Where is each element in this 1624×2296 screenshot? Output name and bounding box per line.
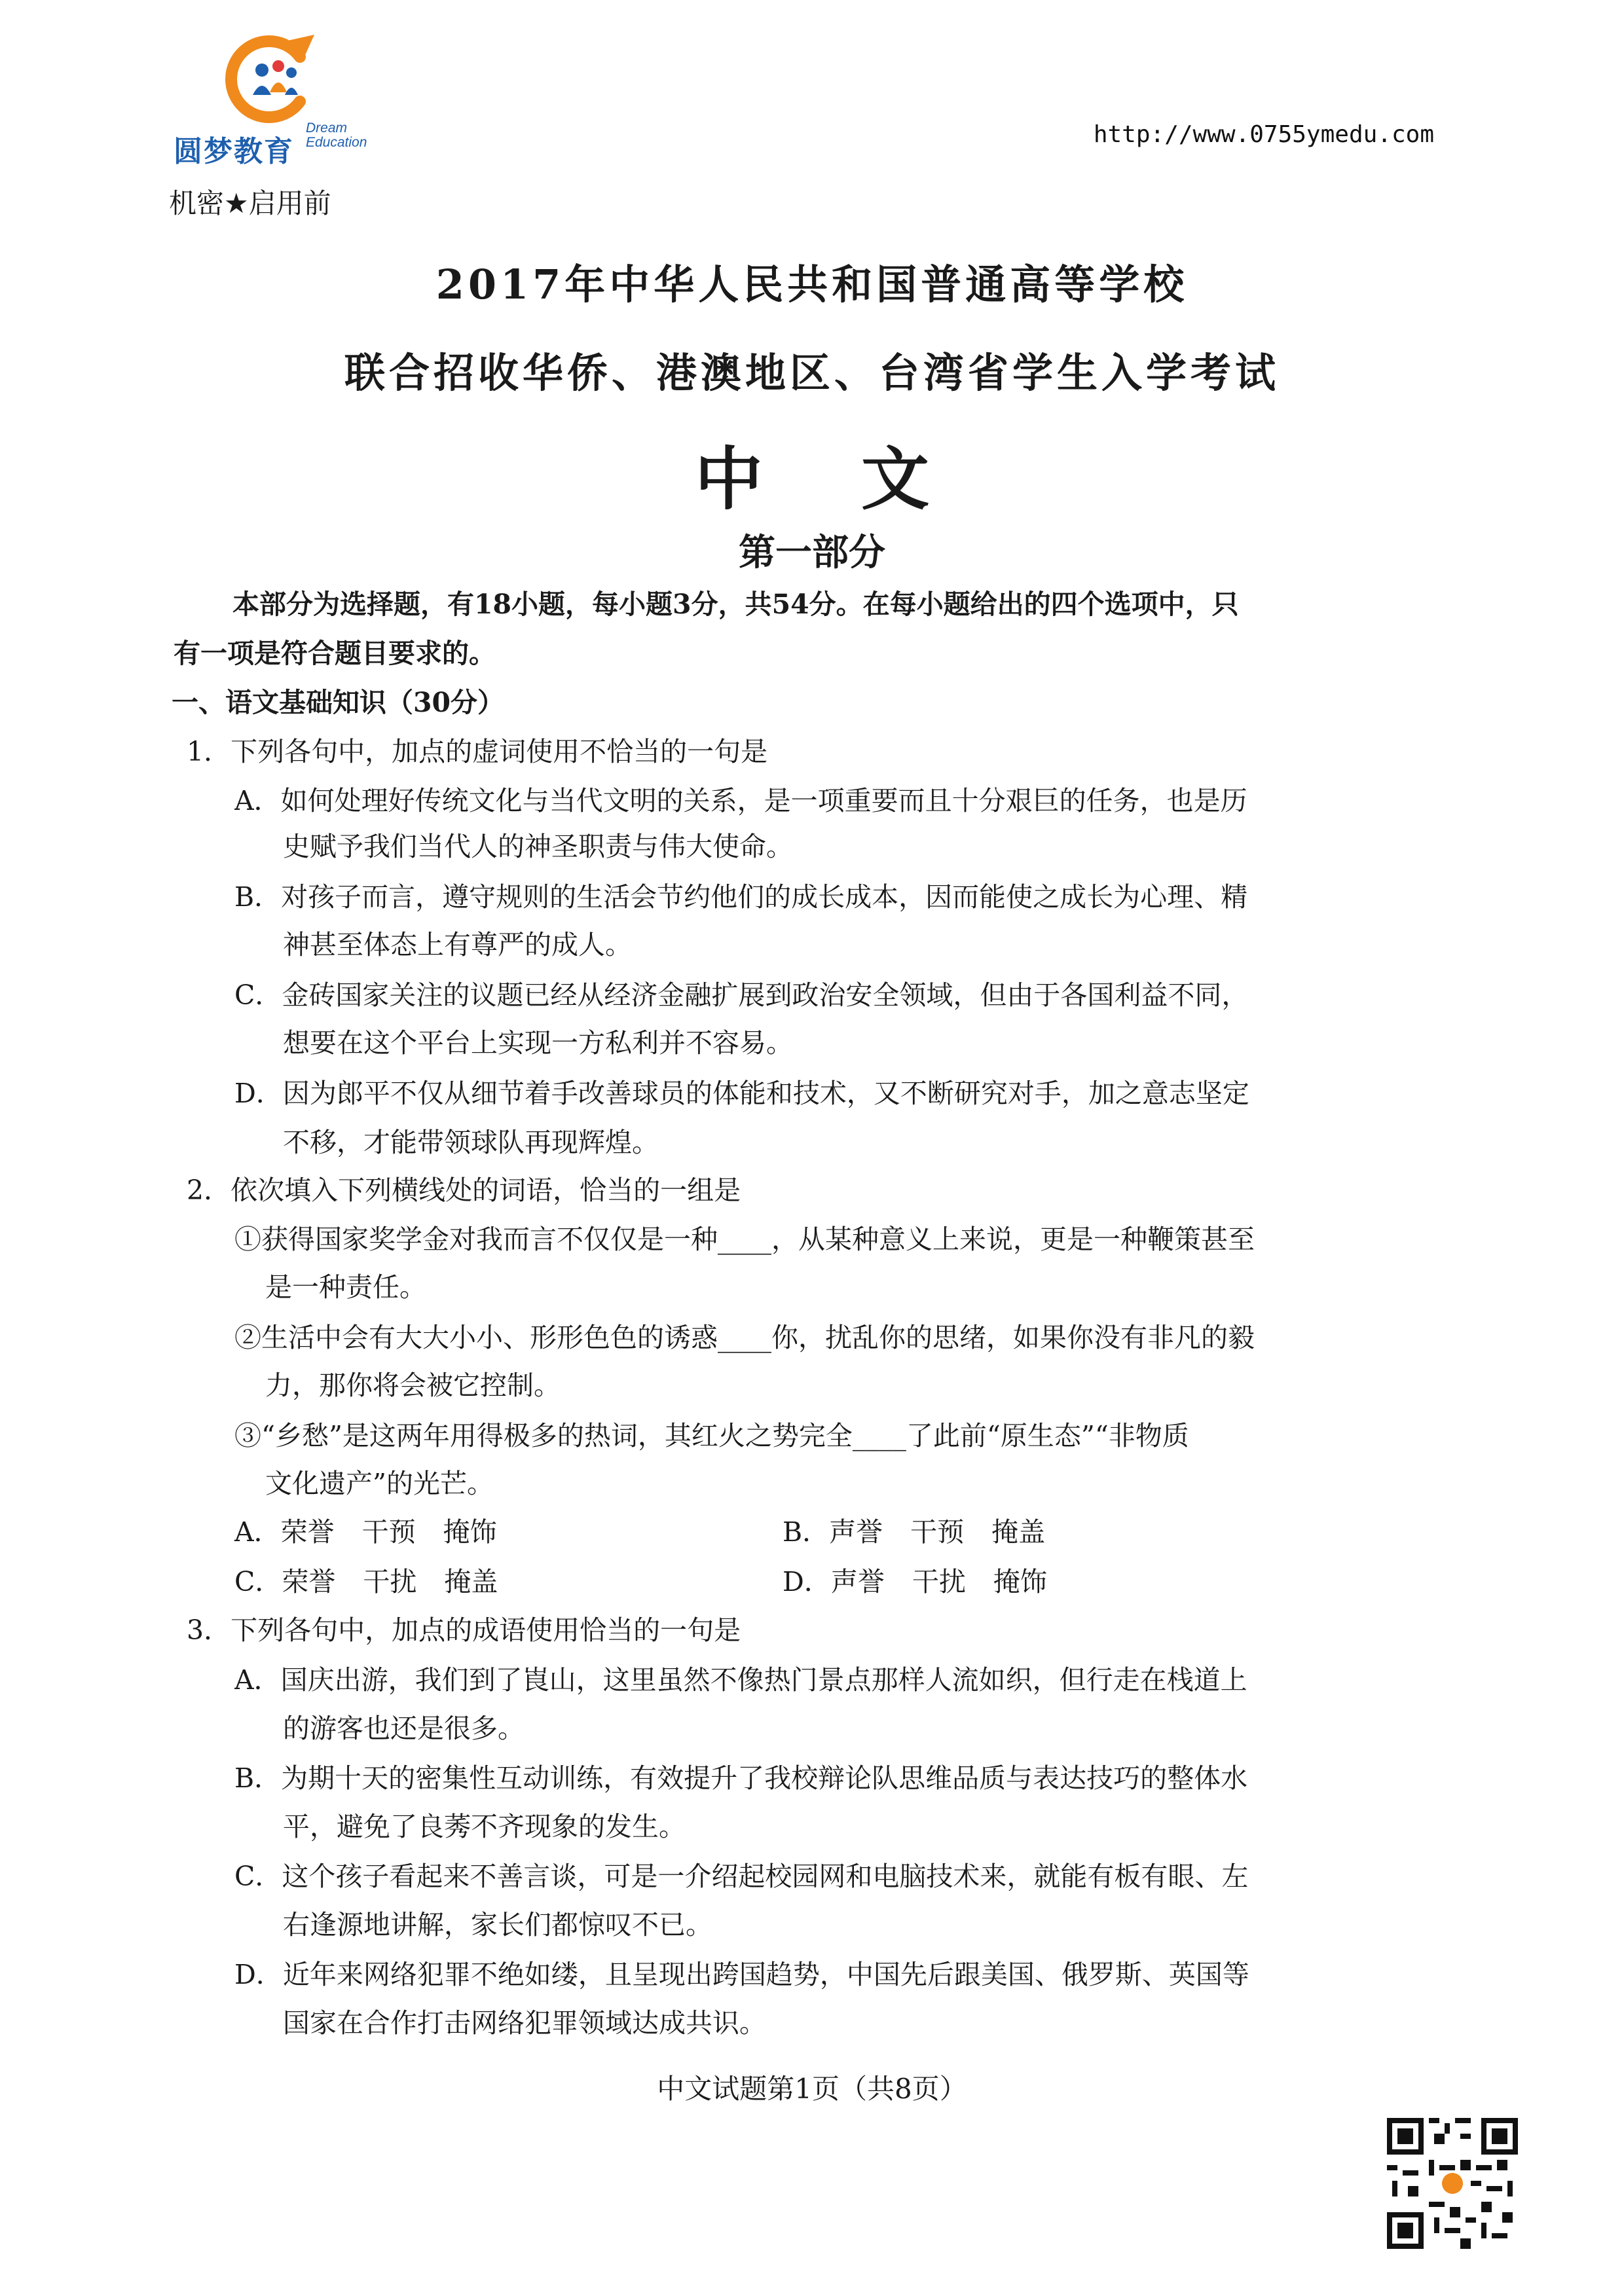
subject-title: 中文 [694, 439, 1027, 519]
q1-option-c: C．金砖国家关注的议题已经从经济金融扩展到政治安全领域，但由于各国利益不同， [234, 979, 1249, 1011]
q3-option-a-cont: 的游客也还是很多。 [283, 1713, 525, 1744]
q2-choice-c-2: 干扰 [363, 1566, 417, 1597]
intro-line2: 有一项是符合题目要求的。 [174, 638, 496, 669]
q1-option-a-cont: 史赋予我们当代人的神圣职责与伟大使命。 [283, 831, 793, 862]
q2-choice-b-2: 干预 [910, 1516, 965, 1548]
q3-option-c-cont: 右逢源地讲解，家长们都惊叹不已。 [283, 1909, 712, 1941]
q3-option-d-cont: 国家在合作打击网络犯罪领域达成共识。 [283, 2007, 766, 2039]
q1-option-c-cont: 想要在这个平台上实现一方私利并不容易。 [283, 1027, 793, 1059]
q3-option-c: C．这个孩子看起来不善言谈，可是一介绍起校园网和电脑技术来，就能有板有眼、左 [234, 1861, 1249, 1892]
q3-option-a: A．国庆出游，我们到了崀山，这里虽然不像热门景点那样人流如织，但行走在栈道上 [234, 1664, 1247, 1696]
q2-choice-a [234, 1514, 497, 1550]
q2-stem: 2．依次填入下列横线处的词语，恰当的一组是 [187, 1175, 741, 1206]
q2-choice-b-3: 掩盖 [991, 1516, 1046, 1548]
brand-logo [167, 29, 377, 168]
q2-choice-c-3: 掩盖 [444, 1566, 498, 1597]
logo-en-line1: Dream [306, 120, 348, 136]
q2-choice-b-1: B．声誉 [783, 1516, 883, 1548]
q1-option-d-cont: 不移，才能带领球队再现辉煌。 [283, 1127, 659, 1158]
q1-option-a: A．如何处理好传统文化与当代文明的关系，是一项重要而且十分艰巨的任务，也是历 [234, 785, 1247, 816]
q2-choice-a-3: 掩饰 [443, 1516, 497, 1548]
logo-en-line2: Education [306, 135, 367, 150]
q3-stem: 3．下列各句中，加点的成语使用恰当的一句是 [187, 1614, 741, 1646]
header-url[interactable]: http://www.0755ymedu.com [1093, 121, 1434, 148]
q3-option-b: B．为期十天的密集性互动训练，有效提升了我校辩论队思维品质与表达技巧的整体水 [234, 1762, 1248, 1794]
q2-choice-d-3: 掩饰 [993, 1566, 1047, 1597]
q2-sentence1-cont: 是一种责任。 [265, 1271, 426, 1303]
q2-sentence3-cont: 文化遗产”的光芒。 [265, 1468, 494, 1499]
q2-choice-c-1: C．荣誉 [234, 1566, 336, 1597]
dream-education-logo-icon [223, 29, 321, 128]
q2-choice-d-2: 干扰 [912, 1566, 966, 1597]
intro-line1: 本部分为选择题，有18小题，每小题3分，共54分。在每小题给出的四个选项中，只 [232, 589, 1239, 620]
part-title: 第一部分 [739, 532, 885, 574]
q2-sentence1: ①获得国家奖学金对我而言不仅仅是一种____，从某种意义上来说，更是一种鞭策甚至 [234, 1224, 1255, 1255]
q3-option-d: D．近年来网络犯罪不绝如缕，且呈现出跨国趋势，中国先后跟美国、俄罗斯、英国等 [234, 1959, 1249, 1990]
q1-stem: 1．下列各句中，加点的虚词使用不恰当的一句是 [187, 736, 768, 767]
page-footer: 中文试题第1页（共8页） [657, 2073, 967, 2105]
q2-choice-a-1: A．荣誉 [234, 1516, 335, 1548]
q2-sentence2: ②生活中会有大大小小、形形色色的诱惑____你，扰乱你的思绪，如果你没有非凡的毅 [234, 1322, 1255, 1353]
q2-choice-d-1: D．声誉 [783, 1566, 885, 1597]
q1-option-b: B．对孩子而言，遵守规则的生活会节约他们的成长成本，因而能使之成长为心理、精 [234, 881, 1248, 913]
logo-text-cn: 圆梦教育 [174, 135, 294, 168]
q2-choice-d [783, 1563, 1047, 1600]
q2-sentence2-cont: 力，那你将会被它控制。 [265, 1370, 561, 1401]
q3-option-b-cont: 平，避免了良莠不齐现象的发生。 [283, 1811, 686, 1842]
q2-sentence3: ③“乡愁”是这两年用得极多的热词，其红火之势完全____了此前“原生态”“非物质 [234, 1420, 1189, 1451]
q2-choice-a-2: 干预 [361, 1516, 416, 1548]
qr-code-icon [1387, 2118, 1518, 2249]
confidential-mark: 机密★启用前 [169, 187, 331, 219]
q2-choice-c [234, 1563, 498, 1600]
q1-option-d: D．因为郎平不仅从细节着手改善球员的体能和技术，又不断研究对手，加之意志坚定 [234, 1078, 1249, 1109]
exam-title-line2: 联合招收华侨、港澳地区、台湾省学生入学考试 [344, 349, 1280, 397]
section-heading: 一、语文基础知识（30分） [172, 687, 505, 718]
exam-title-line1: 2017年中华人民共和国普通高等学校 [435, 261, 1189, 308]
logo-text-en [306, 121, 367, 150]
q2-choice-b [783, 1514, 1045, 1550]
q1-option-b-cont: 神甚至体态上有尊严的成人。 [283, 929, 632, 960]
